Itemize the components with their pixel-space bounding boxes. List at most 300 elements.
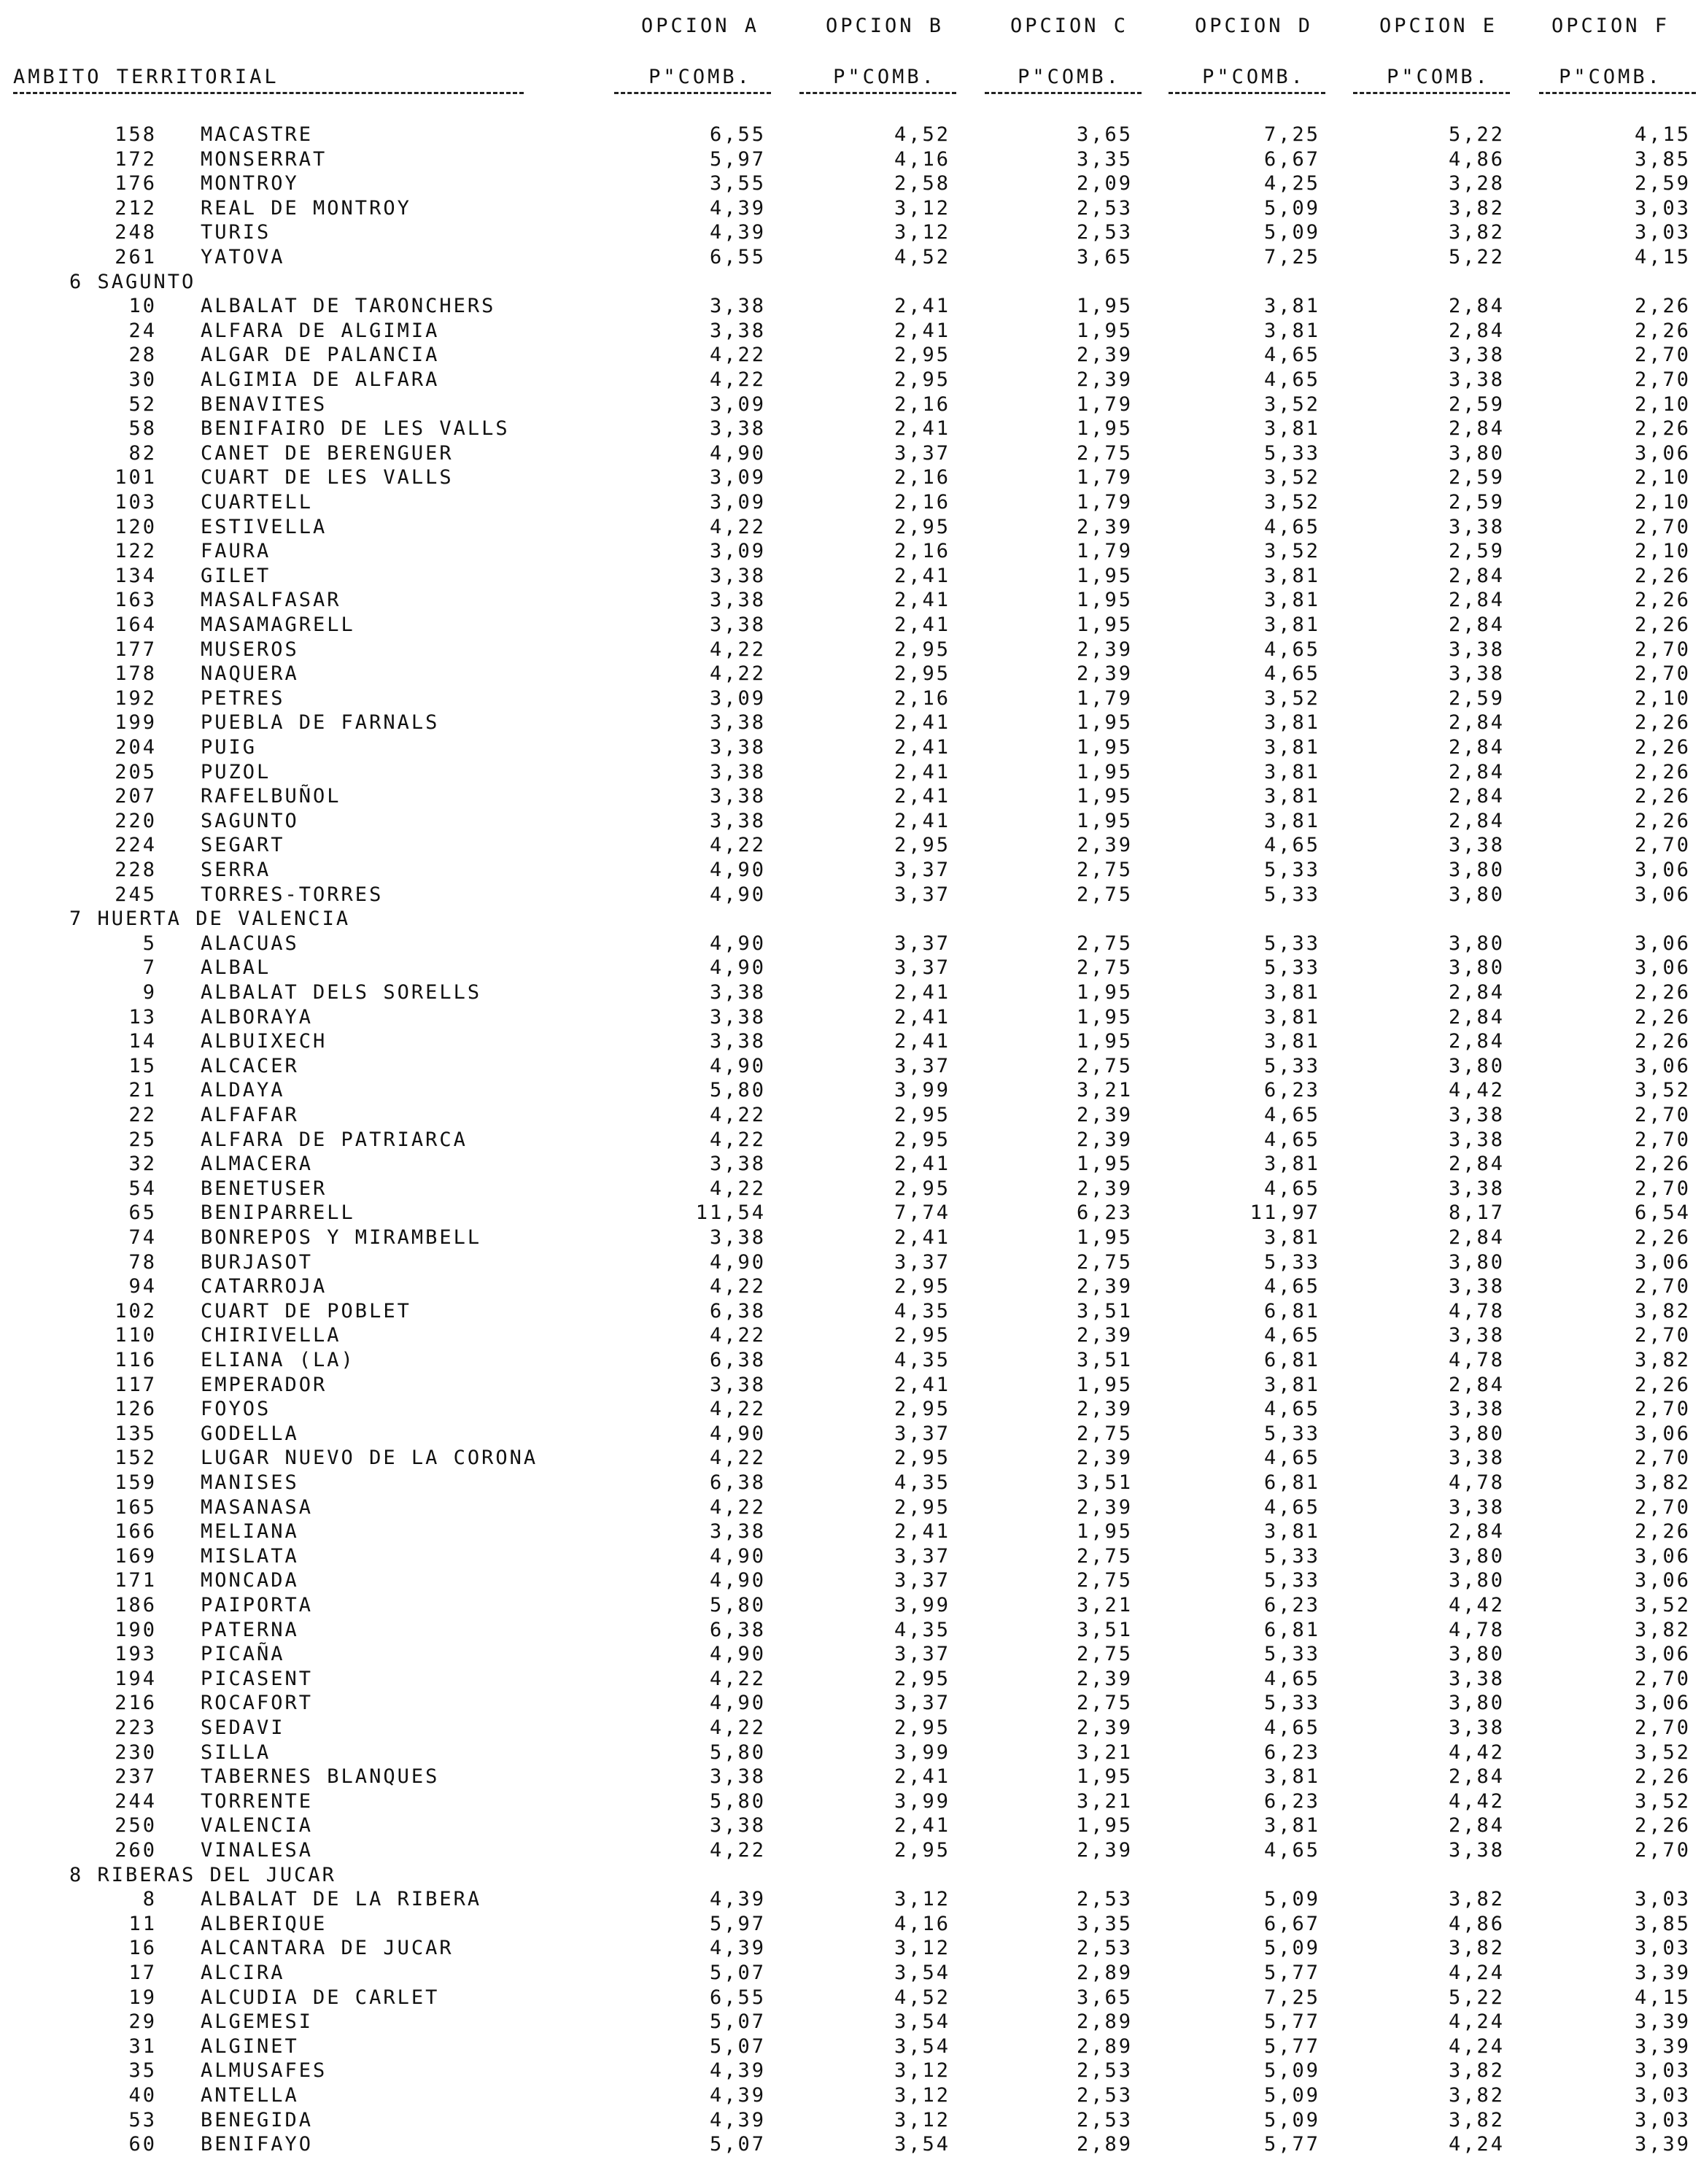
- table-row: [0, 196, 1701, 221]
- option-f-value: 2,26: [1634, 613, 1691, 636]
- option-b-value: 3,12: [894, 221, 950, 244]
- option-d-value: 5,09: [1263, 221, 1320, 244]
- option-d-value: 4,65: [1263, 1128, 1320, 1151]
- option-c-value: 3,51: [1076, 1618, 1133, 1641]
- option-e-value: 3,38: [1448, 638, 1505, 661]
- option-c-value: 6,23: [1076, 1201, 1133, 1225]
- municipality-code: 13: [128, 1005, 157, 1029]
- option-f-value: 3,85: [1634, 1912, 1691, 1935]
- table-row: [0, 710, 1701, 735]
- option-d-value: 3,81: [1263, 295, 1320, 318]
- municipality-code: 15: [128, 1054, 157, 1077]
- option-b-value: 2,95: [894, 1275, 950, 1298]
- table-row: [0, 123, 1701, 147]
- municipality-name: VINALESA: [201, 1839, 314, 1862]
- option-f-value: 2,26: [1634, 295, 1691, 318]
- municipality-code: 163: [115, 589, 157, 612]
- option-c-value: 3,21: [1076, 1740, 1133, 1764]
- option-b-value: 2,16: [894, 491, 950, 514]
- option-f-value: 2,70: [1634, 662, 1691, 686]
- municipality-name: MASANASA: [201, 1495, 314, 1519]
- option-b-value: 3,12: [894, 1937, 950, 1960]
- option-a-value: 3,38: [709, 760, 766, 783]
- option-d-value: 4,25: [1263, 172, 1320, 195]
- table-row: [0, 515, 1701, 540]
- option-c-value: 1,79: [1076, 392, 1133, 416]
- option-c-value: 3,21: [1076, 1079, 1133, 1102]
- option-b-value: 2,16: [894, 392, 950, 416]
- option-c-value: 2,53: [1076, 221, 1133, 244]
- option-a-value: 3,09: [709, 392, 766, 416]
- table-row: [0, 1128, 1701, 1153]
- option-a-value: 4,90: [709, 859, 766, 881]
- option-a-value: 5,97: [709, 1912, 766, 1935]
- option-f-heading: OPCION F: [1551, 15, 1670, 37]
- municipality-code: 120: [115, 515, 157, 538]
- option-a-value: 4,90: [709, 1250, 766, 1274]
- municipality-code: 212: [115, 196, 157, 220]
- option-b-value: 2,41: [894, 736, 950, 759]
- option-d-value: 3,81: [1263, 613, 1320, 636]
- option-b-value: 2,58: [894, 172, 950, 195]
- option-e-value: 2,84: [1448, 319, 1505, 342]
- option-b-value: 4,35: [894, 1299, 950, 1323]
- option-d-value: 4,65: [1263, 1716, 1320, 1739]
- municipality-name: MISLATA: [201, 1544, 299, 1568]
- municipality-name: EMPERADOR: [201, 1373, 328, 1396]
- option-b-value: 2,95: [894, 1104, 950, 1126]
- option-a-value: 4,90: [709, 1054, 766, 1077]
- option-f-value: 3,03: [1634, 1937, 1691, 1960]
- option-e-value: 8,17: [1448, 1201, 1505, 1225]
- option-d-value: 3,81: [1263, 1520, 1320, 1544]
- option-f-value: 3,06: [1634, 441, 1691, 465]
- option-c-value: 2,39: [1076, 1839, 1133, 1862]
- option-e-value: 3,80: [1448, 859, 1505, 881]
- municipality-name: YATOVA: [201, 246, 285, 268]
- table-row: [0, 319, 1701, 344]
- option-f-value: 2,26: [1634, 711, 1691, 735]
- option-b-value: 3,12: [894, 1888, 950, 1911]
- option-e-value: 3,80: [1448, 883, 1505, 906]
- section-label: 8 RIBERAS DEL JUCAR: [69, 1863, 336, 1886]
- option-f-value: 2,26: [1634, 1765, 1691, 1789]
- option-b-value: 2,16: [894, 540, 950, 563]
- municipality-code: 207: [115, 785, 157, 808]
- table-row: [0, 2108, 1701, 2133]
- option-c-value: 2,39: [1076, 1495, 1133, 1519]
- option-b-value: 2,95: [894, 1716, 950, 1739]
- option-c-value: 3,21: [1076, 1789, 1133, 1813]
- option-d-value: 3,81: [1263, 1030, 1320, 1053]
- option-c-value: 2,75: [1076, 932, 1133, 955]
- option-c-value: 1,95: [1076, 711, 1133, 735]
- option-d-value: 4,65: [1263, 1398, 1320, 1421]
- option-c-value: 2,39: [1076, 1667, 1133, 1690]
- option-e-value: 3,38: [1448, 368, 1505, 391]
- table-row: [0, 245, 1701, 270]
- option-b-value: 4,16: [894, 1912, 950, 1935]
- option-e-value: 3,38: [1448, 515, 1505, 538]
- option-e-value: 4,78: [1448, 1349, 1505, 1371]
- option-d-value: 5,33: [1263, 883, 1320, 906]
- option-b-value: 3,12: [894, 2059, 950, 2083]
- option-f-value: 2,70: [1634, 638, 1691, 661]
- option-e-value: 4,42: [1448, 1079, 1505, 1102]
- municipality-code: 110: [115, 1324, 157, 1347]
- table-row: [0, 1593, 1701, 1618]
- option-f-value: 2,26: [1634, 1520, 1691, 1544]
- option-b-value: 2,41: [894, 760, 950, 783]
- option-c-value: 2,53: [1076, 2108, 1133, 2131]
- table-row: [0, 1250, 1701, 1275]
- header-rule: [1169, 92, 1325, 94]
- option-a-value: 4,22: [709, 344, 766, 367]
- option-a-value: 5,97: [709, 147, 766, 171]
- option-c-value: 1,95: [1076, 1030, 1133, 1053]
- municipality-code: 28: [128, 344, 157, 367]
- option-b-value: 3,54: [894, 2133, 950, 2156]
- option-d-value: 4,65: [1263, 662, 1320, 686]
- option-b-value: 2,41: [894, 417, 950, 441]
- option-f-value: 3,03: [1634, 221, 1691, 244]
- option-a-value: 5,07: [709, 2034, 766, 2058]
- option-b-value: 3,12: [894, 2108, 950, 2131]
- municipality-code: 14: [128, 1030, 157, 1053]
- option-c-value: 1,95: [1076, 785, 1133, 808]
- option-c-value: 1,95: [1076, 809, 1133, 832]
- option-b-value: 2,95: [894, 662, 950, 686]
- option-e-value: 4,42: [1448, 1594, 1505, 1616]
- option-b-value: 3,37: [894, 1643, 950, 1666]
- ambito-territorial-heading: AMBITO TERRITORIAL: [13, 66, 279, 88]
- option-b-value: 2,95: [894, 1398, 950, 1421]
- option-d-value: 5,33: [1263, 932, 1320, 955]
- option-f-value: 6,54: [1634, 1201, 1691, 1225]
- option-c-heading: OPCION C: [1010, 15, 1129, 37]
- option-e-value: 3,38: [1448, 662, 1505, 686]
- option-e-value: 2,84: [1448, 1765, 1505, 1789]
- option-c-value: 1,79: [1076, 466, 1133, 489]
- municipality-code: 172: [115, 147, 157, 171]
- option-a-value: 4,22: [709, 1716, 766, 1739]
- option-a-value: 4,90: [709, 932, 766, 955]
- municipality-name: PETRES: [201, 686, 285, 710]
- option-d-value: 4,65: [1263, 344, 1320, 367]
- option-a-value: 3,38: [709, 1005, 766, 1029]
- option-c-value: 3,35: [1076, 1912, 1133, 1935]
- option-a-subheading: P"COMB.: [648, 66, 752, 88]
- option-c-value: 2,89: [1076, 2010, 1133, 2034]
- table-row: [0, 1495, 1701, 1520]
- option-f-value: 2,26: [1634, 1030, 1691, 1053]
- option-a-value: 6,38: [709, 1618, 766, 1641]
- municipality-code: 165: [115, 1495, 157, 1519]
- option-e-heading: OPCION E: [1379, 15, 1498, 37]
- option-c-value: 2,39: [1076, 344, 1133, 367]
- option-d-value: 4,65: [1263, 1324, 1320, 1347]
- option-f-value: 2,26: [1634, 785, 1691, 808]
- option-b-value: 3,37: [894, 956, 950, 980]
- option-c-value: 2,39: [1076, 515, 1133, 538]
- option-f-value: 2,70: [1634, 1839, 1691, 1862]
- option-f-value: 3,85: [1634, 147, 1691, 171]
- option-a-value: 5,80: [709, 1789, 766, 1813]
- option-c-value: 2,75: [1076, 859, 1133, 881]
- option-b-value: 2,95: [894, 368, 950, 391]
- option-b-value: 3,37: [894, 1054, 950, 1077]
- municipality-name: ALCANTARA DE JUCAR: [201, 1937, 454, 1960]
- option-d-value: 4,65: [1263, 368, 1320, 391]
- municipality-name: SILLA: [201, 1740, 271, 1764]
- option-e-value: 4,42: [1448, 1740, 1505, 1764]
- option-a-value: 4,22: [709, 1275, 766, 1298]
- option-a-value: 4,22: [709, 1495, 766, 1519]
- option-f-value: 2,26: [1634, 564, 1691, 587]
- option-d-heading: OPCION D: [1194, 15, 1314, 37]
- option-d-value: 5,77: [1263, 2010, 1320, 2034]
- option-f-value: 3,06: [1634, 1250, 1691, 1274]
- option-d-value: 4,65: [1263, 1839, 1320, 1862]
- option-c-value: 1,79: [1076, 686, 1133, 710]
- option-a-value: 3,09: [709, 466, 766, 489]
- municipality-name: ALDAYA: [201, 1079, 285, 1102]
- option-a-value: 4,39: [709, 1888, 766, 1911]
- option-f-value: 3,06: [1634, 1692, 1691, 1715]
- table-row: [0, 343, 1701, 368]
- municipality-name: TORRENTE: [201, 1789, 314, 1813]
- option-b-value: 2,41: [894, 711, 950, 735]
- option-e-value: 3,80: [1448, 1054, 1505, 1077]
- option-f-value: 3,06: [1634, 1569, 1691, 1592]
- table-row: [0, 1568, 1701, 1593]
- option-f-value: 4,15: [1634, 1986, 1691, 2009]
- option-f-value: 3,06: [1634, 956, 1691, 980]
- option-d-value: 3,81: [1263, 1005, 1320, 1029]
- option-a-value: 5,80: [709, 1079, 766, 1102]
- table-row: [0, 1274, 1701, 1299]
- municipality-code: 223: [115, 1716, 157, 1739]
- table-row: [0, 588, 1701, 613]
- option-e-value: 3,38: [1448, 1839, 1505, 1862]
- municipality-name: PAIPORTA: [201, 1594, 314, 1616]
- option-c-value: 1,95: [1076, 760, 1133, 783]
- option-d-value: 7,25: [1263, 123, 1320, 146]
- option-e-value: 2,84: [1448, 1030, 1505, 1053]
- option-b-value: 2,95: [894, 1128, 950, 1151]
- option-a-value: 4,22: [709, 1104, 766, 1126]
- option-b-value: 3,54: [894, 2034, 950, 2058]
- option-d-value: 3,81: [1263, 589, 1320, 612]
- municipality-code: 199: [115, 711, 157, 735]
- option-e-value: 3,80: [1448, 932, 1505, 955]
- municipality-name: BENIFAYO: [201, 2133, 314, 2156]
- table-row: [0, 833, 1701, 858]
- option-b-value: 2,16: [894, 466, 950, 489]
- table-row: [0, 858, 1701, 883]
- municipality-name: FOYOS: [201, 1398, 271, 1421]
- table-row: [0, 2034, 1701, 2059]
- option-a-value: 5,07: [709, 1962, 766, 1984]
- option-d-value: 3,81: [1263, 981, 1320, 1004]
- option-e-value: 4,24: [1448, 2010, 1505, 2034]
- option-b-value: 3,37: [894, 932, 950, 955]
- option-c-value: 1,95: [1076, 1226, 1133, 1249]
- table-row: [0, 1789, 1701, 1814]
- option-e-value: 2,59: [1448, 686, 1505, 710]
- option-a-value: 4,90: [709, 1643, 766, 1666]
- table-row: [0, 147, 1701, 172]
- option-b-value: 4,52: [894, 1986, 950, 2009]
- option-a-value: 3,09: [709, 540, 766, 563]
- table-row: [0, 1765, 1701, 1789]
- section-label: 7 HUERTA DE VALENCIA: [69, 907, 351, 931]
- option-e-value: 3,80: [1448, 1643, 1505, 1666]
- option-a-value: 3,38: [709, 785, 766, 808]
- municipality-code: 166: [115, 1520, 157, 1544]
- option-d-value: 4,65: [1263, 834, 1320, 857]
- option-d-value: 6,81: [1263, 1299, 1320, 1323]
- option-c-value: 2,39: [1076, 1324, 1133, 1347]
- municipality-name: TURIS: [201, 221, 271, 244]
- municipality-code: 24: [128, 319, 157, 342]
- table-row: [0, 784, 1701, 809]
- option-e-value: 2,84: [1448, 981, 1505, 1004]
- option-d-value: 7,25: [1263, 1986, 1320, 2009]
- table-row: [0, 1936, 1701, 1961]
- option-a-value: 4,22: [709, 662, 766, 686]
- municipality-code: 194: [115, 1667, 157, 1690]
- option-c-value: 1,95: [1076, 1005, 1133, 1029]
- municipality-name: SAGUNTO: [201, 809, 299, 832]
- municipality-code: 32: [128, 1153, 157, 1176]
- table-row: [0, 638, 1701, 662]
- municipality-name: LUGAR NUEVO DE LA CORONA: [201, 1447, 538, 1470]
- table-row: [0, 956, 1701, 980]
- option-b-value: 2,41: [894, 564, 950, 587]
- municipality-name: ALFARA DE PATRIARCA: [201, 1128, 468, 1151]
- municipality-code: 122: [115, 540, 157, 563]
- table-row: [0, 1618, 1701, 1643]
- option-f-value: 3,06: [1634, 1643, 1691, 1666]
- option-a-value: 4,39: [709, 2059, 766, 2083]
- option-d-value: 11,97: [1249, 1201, 1320, 1225]
- option-b-heading: OPCION B: [825, 15, 945, 37]
- municipality-code: 94: [128, 1275, 157, 1298]
- municipality-name: MANISES: [201, 1471, 299, 1494]
- option-f-value: 3,06: [1634, 1054, 1691, 1077]
- municipality-name: ELIANA (LA): [201, 1349, 355, 1371]
- municipality-name: CUARTELL: [201, 491, 314, 514]
- municipality-name: ALGEMESI: [201, 2010, 314, 2034]
- option-f-value: 4,15: [1634, 123, 1691, 146]
- option-d-value: 4,65: [1263, 1104, 1320, 1126]
- municipality-name: ALBALAT DELS SORELLS: [201, 981, 482, 1004]
- option-c-value: 1,95: [1076, 736, 1133, 759]
- table-row: [0, 883, 1701, 907]
- option-c-value: 2,39: [1076, 1447, 1133, 1470]
- option-d-value: 3,81: [1263, 1765, 1320, 1789]
- table-row: [0, 1887, 1701, 1912]
- option-d-value: 3,81: [1263, 760, 1320, 783]
- option-a-value: 3,38: [709, 1030, 766, 1053]
- option-e-value: 2,84: [1448, 417, 1505, 441]
- table-row: [0, 1544, 1701, 1569]
- option-f-value: 2,26: [1634, 1373, 1691, 1396]
- option-c-value: 2,75: [1076, 1422, 1133, 1445]
- option-c-value: 2,39: [1076, 834, 1133, 857]
- option-a-value: 3,38: [709, 1765, 766, 1789]
- option-f-value: 2,70: [1634, 515, 1691, 538]
- municipality-name: ROCAFORT: [201, 1692, 314, 1715]
- option-a-value: 4,39: [709, 196, 766, 220]
- municipality-code: 190: [115, 1618, 157, 1641]
- option-e-value: 2,84: [1448, 1373, 1505, 1396]
- municipality-code: 102: [115, 1299, 157, 1323]
- option-e-subheading: P"COMB.: [1387, 66, 1490, 88]
- option-e-value: 3,38: [1448, 834, 1505, 857]
- option-f-value: 2,70: [1634, 1324, 1691, 1347]
- option-a-value: 6,38: [709, 1471, 766, 1494]
- option-f-value: 2,70: [1634, 1398, 1691, 1421]
- table-row: [0, 1397, 1701, 1422]
- option-d-value: 5,77: [1263, 2133, 1320, 2156]
- option-f-value: 3,06: [1634, 1422, 1691, 1445]
- option-c-value: 2,39: [1076, 1716, 1133, 1739]
- option-f-value: 2,26: [1634, 319, 1691, 342]
- option-c-value: 2,39: [1076, 638, 1133, 661]
- municipality-name: ALCIRA: [201, 1962, 285, 1984]
- option-e-value: 4,86: [1448, 1912, 1505, 1935]
- option-a-value: 3,38: [709, 981, 766, 1004]
- option-f-value: 2,26: [1634, 736, 1691, 759]
- option-d-value: 6,23: [1263, 1079, 1320, 1102]
- municipality-code: 237: [115, 1765, 157, 1789]
- municipality-name: PUZOL: [201, 760, 271, 783]
- option-f-value: 2,10: [1634, 466, 1691, 489]
- option-a-value: 4,22: [709, 1667, 766, 1690]
- option-f-value: 4,15: [1634, 246, 1691, 268]
- option-f-value: 2,26: [1634, 1153, 1691, 1176]
- header-rule: [1539, 92, 1696, 94]
- option-e-value: 4,78: [1448, 1618, 1505, 1641]
- table-row: [0, 564, 1701, 589]
- option-d-value: 3,81: [1263, 1373, 1320, 1396]
- option-f-value: 2,70: [1634, 1495, 1691, 1519]
- table-row: [0, 932, 1701, 956]
- municipality-code: 220: [115, 809, 157, 832]
- option-f-value: 3,52: [1634, 1594, 1691, 1616]
- municipality-code: 228: [115, 859, 157, 881]
- option-b-value: 4,35: [894, 1471, 950, 1494]
- municipality-name: ALFAFAR: [201, 1104, 299, 1126]
- option-d-value: 3,81: [1263, 736, 1320, 759]
- municipality-code: 204: [115, 736, 157, 759]
- option-b-value: 3,37: [894, 859, 950, 881]
- option-b-value: 2,95: [894, 1667, 950, 1690]
- municipality-name: ALBUIXECH: [201, 1030, 328, 1053]
- municipality-name: BENIPARRELL: [201, 1201, 355, 1225]
- option-d-value: 6,81: [1263, 1471, 1320, 1494]
- municipality-code: 78: [128, 1250, 157, 1274]
- municipality-code: 17: [128, 1962, 157, 1984]
- option-b-value: 3,37: [894, 883, 950, 906]
- table-row: [0, 686, 1701, 711]
- municipality-name: ANTELLA: [201, 2084, 299, 2107]
- option-e-value: 4,78: [1448, 1471, 1505, 1494]
- municipality-name: REAL DE MONTROY: [201, 196, 411, 220]
- option-a-value: 3,38: [709, 295, 766, 318]
